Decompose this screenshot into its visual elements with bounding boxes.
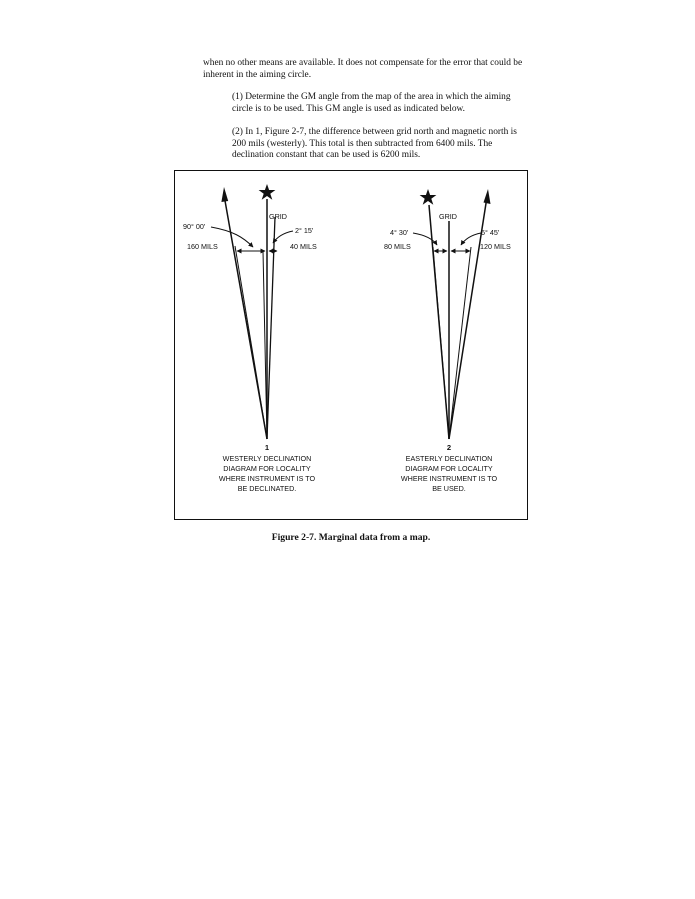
grid-label: GRID bbox=[439, 212, 457, 221]
mils-label-left: 160 MILS bbox=[187, 242, 218, 251]
declination-diagram-figure bbox=[174, 170, 528, 520]
diagram-caption-line: DIAGRAM FOR LOCALITY bbox=[223, 464, 311, 473]
diagram-caption-line: DIAGRAM FOR LOCALITY bbox=[405, 464, 493, 473]
star-icon bbox=[259, 184, 276, 200]
grid-label: GRID bbox=[269, 212, 287, 221]
diagram-caption-line: WHERE INSTRUMENT IS TO bbox=[218, 474, 316, 483]
angle-label-right: 6° 45' bbox=[481, 228, 500, 237]
diagram-number: 1 bbox=[264, 443, 270, 452]
angle-label-left: 4° 30' bbox=[390, 228, 409, 237]
leader-line-left bbox=[413, 233, 437, 245]
diagram-caption-line: BE DECLINATED. bbox=[237, 484, 297, 493]
construction-line bbox=[449, 247, 471, 439]
angle-label-left: 90° 00' bbox=[183, 222, 206, 231]
paragraph-intro: when no other means are available. It does not compensate for the error that could be inherent in the aiming circle. bbox=[203, 58, 523, 80]
paragraph-step-1: (1) Determine the GM angle from the map of the area in which the aiming circle is to be used. This GM angle is used as indicated below. bbox=[232, 92, 511, 114]
diagram-caption-line: EASTERLY DECLINATION bbox=[405, 454, 493, 463]
magnetic-north-arrowhead bbox=[484, 189, 491, 204]
diagram-caption-line: BE USED. bbox=[432, 484, 466, 493]
figure-caption: Figure 2-7. Marginal data from a map. bbox=[271, 532, 431, 543]
paragraph-step-2: (2) In 1, Figure 2-7, the difference between grid north and magnetic north is 200 mils (westerly). This total is then subtracted from 6400 mils. The declination constant that can be used is 6200 mils. bbox=[232, 127, 517, 161]
angle-label-right: 2° 15' bbox=[295, 226, 314, 235]
easterly-declination-diagram bbox=[384, 189, 511, 493]
westerly-declination-diagram bbox=[183, 184, 317, 493]
mils-label-right: 120 MILS bbox=[480, 242, 511, 251]
diagram-number: 2 bbox=[446, 443, 452, 452]
mils-label-left: 80 MILS bbox=[384, 242, 411, 251]
diagram-caption-line: WHERE INSTRUMENT IS TO bbox=[400, 474, 498, 483]
gm-angle-line bbox=[267, 217, 275, 439]
star-icon bbox=[420, 189, 437, 205]
construction-line bbox=[433, 247, 449, 439]
diagram-caption-line: WESTERLY DECLINATION bbox=[222, 454, 312, 463]
leader-line-right bbox=[461, 233, 481, 245]
mils-label-right: 40 MILS bbox=[290, 242, 317, 251]
magnetic-north-arrowhead bbox=[221, 187, 228, 202]
construction-line bbox=[235, 246, 267, 439]
